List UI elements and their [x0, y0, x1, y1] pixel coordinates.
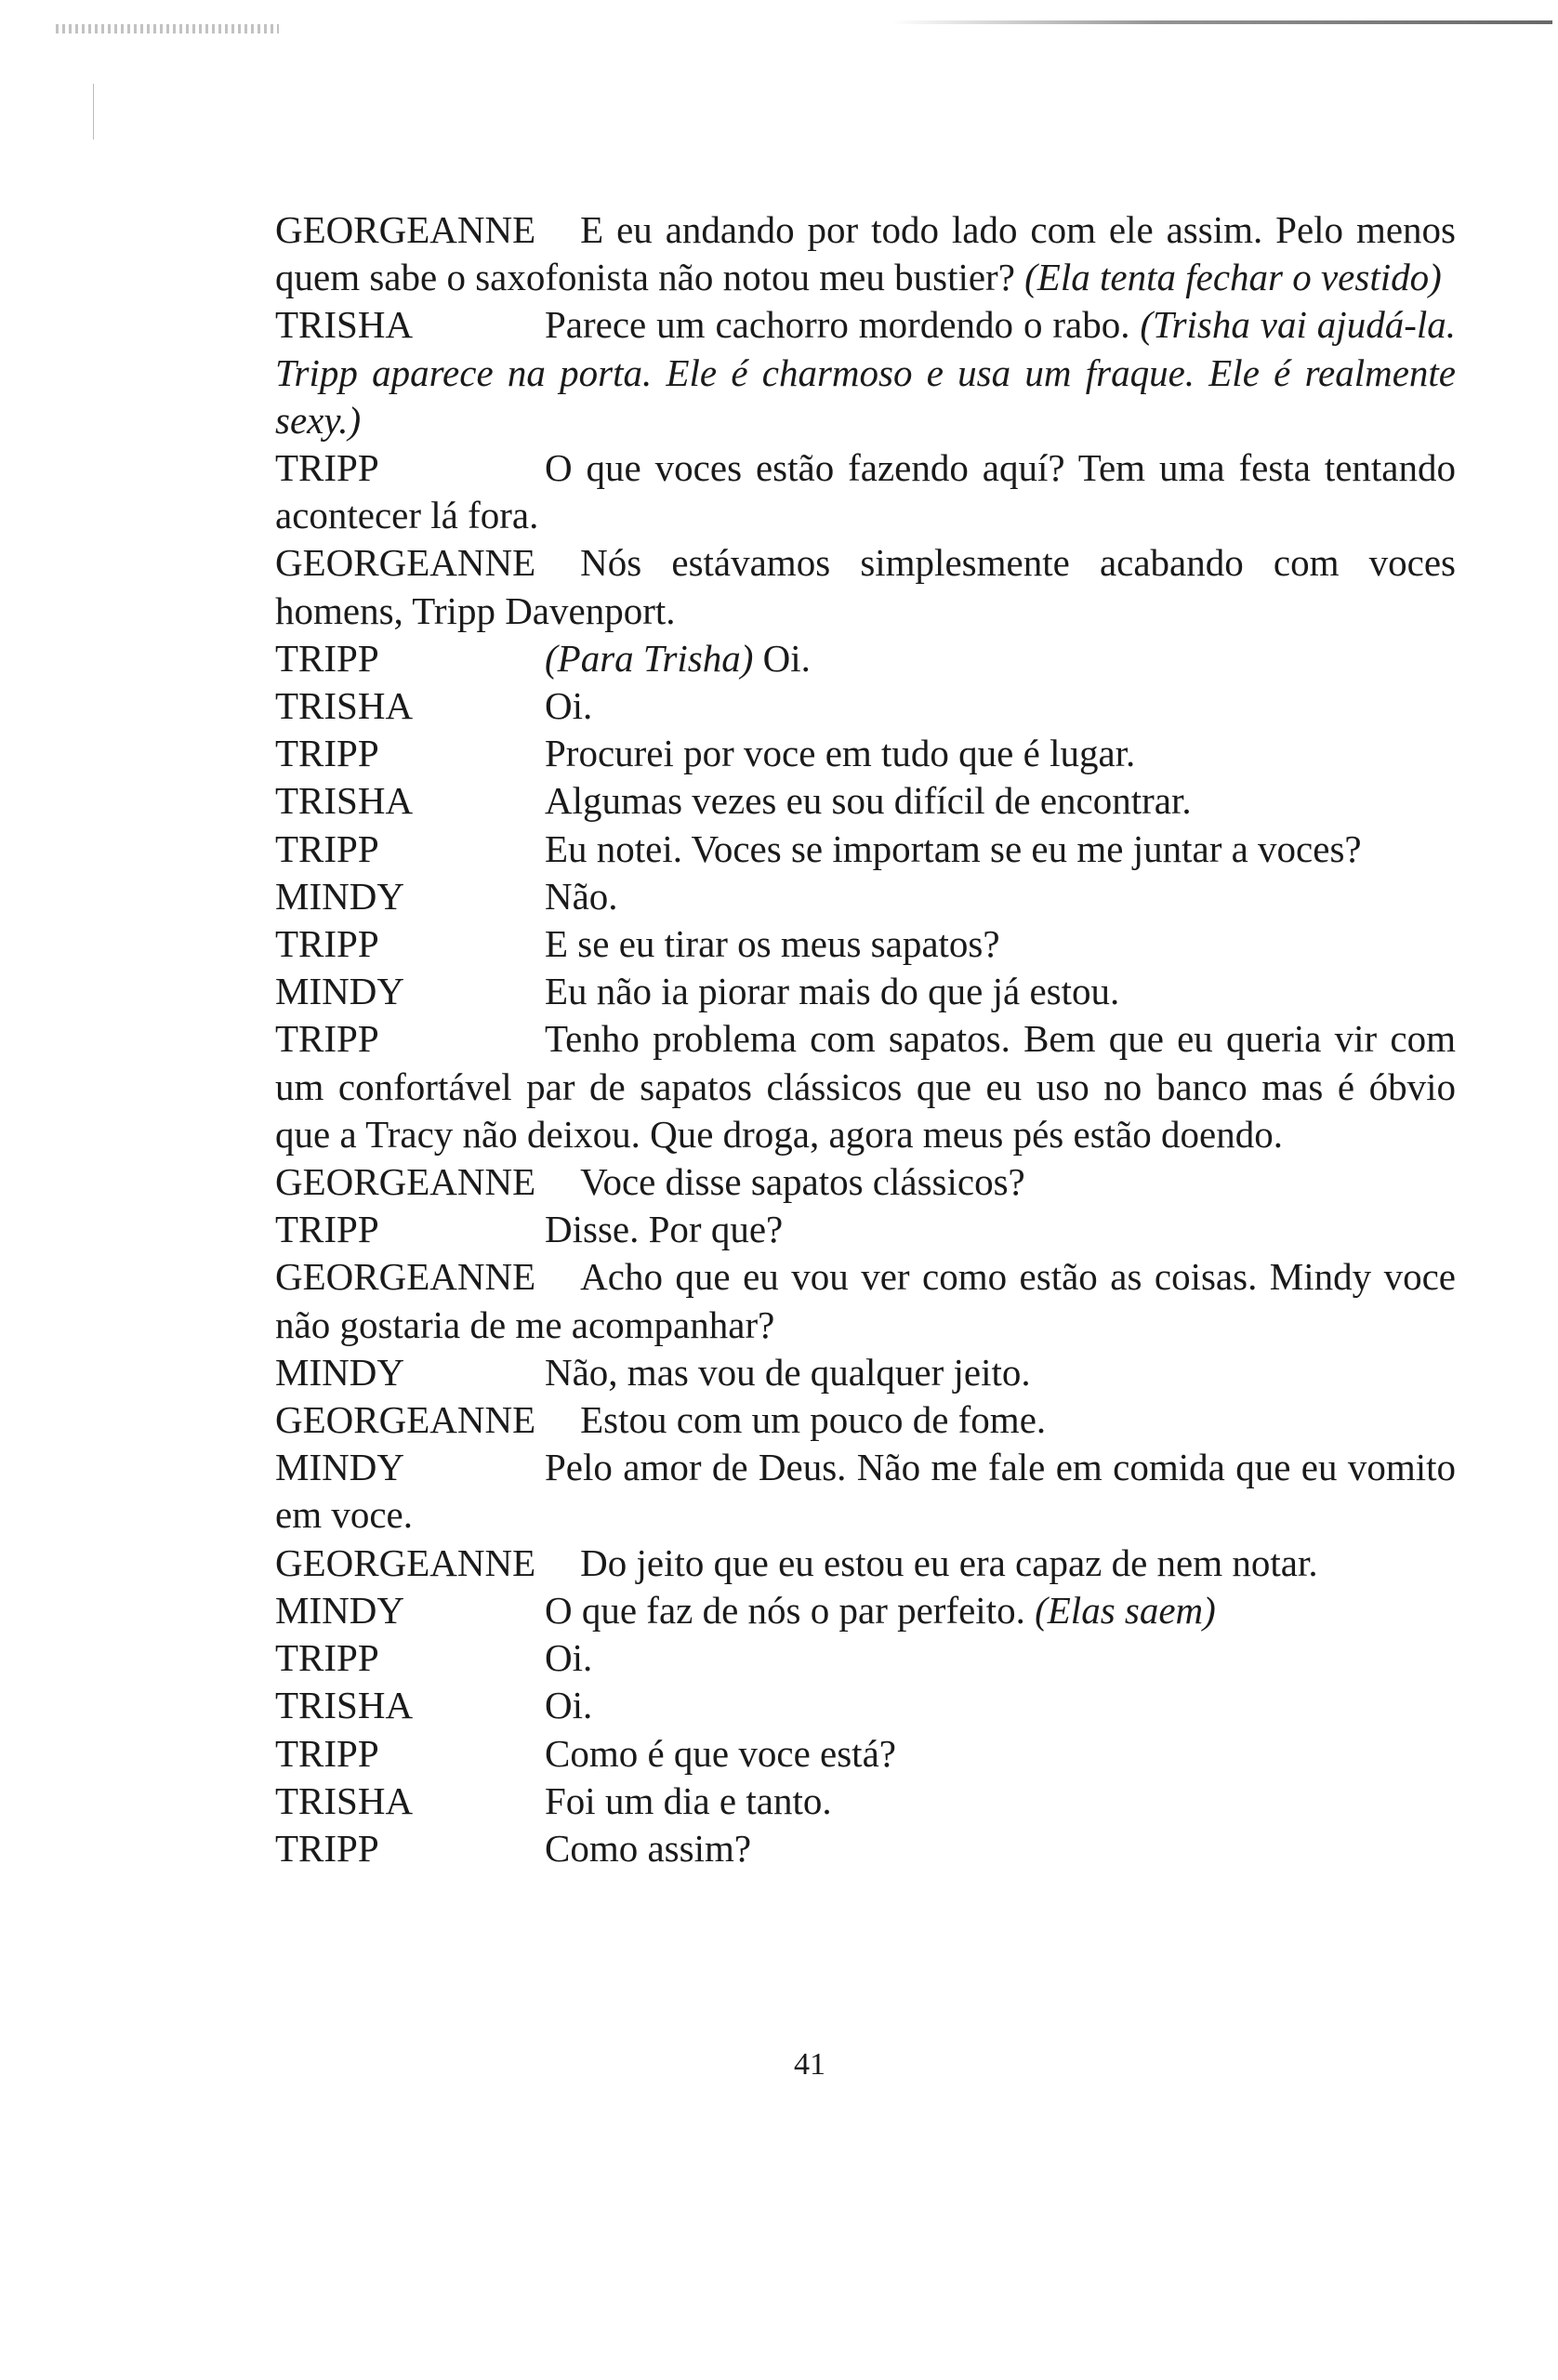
dialogue-text: E eu andando por todo lado com ele assim. Pelo menos quem sabe o saxofonista não notou meu bustier?: [275, 208, 1456, 299]
dialogue-text: Procurei por voce em tudo que é lugar.: [545, 732, 1136, 775]
dialogue-line: [275, 1444, 1456, 1539]
speaker-name: MINDY: [275, 1446, 404, 1489]
dialogue-text: Nós estávamos simplesmente acabando com voces homens, Tripp Davenport.: [275, 541, 1456, 632]
speaker-name: TRIPP: [275, 1208, 379, 1251]
scan-border-top: [892, 20, 1552, 24]
dialogue-text: E se eu tirar os meus sapatos?: [545, 922, 1000, 966]
dialogue-text: Oi.: [545, 684, 593, 728]
dialogue-text: Algumas vezes eu sou difícil de encontrar.: [545, 779, 1192, 823]
dialogue-line: [275, 206, 1456, 301]
dialogue-line: [275, 826, 1456, 873]
speaker-name: GEORGEANNE: [275, 541, 536, 585]
speaker-name: TRISHA: [275, 779, 414, 823]
scan-mark-left: [93, 84, 94, 139]
dialogue-text: Oi.: [762, 636, 811, 680]
dialogue-line: [275, 777, 1456, 825]
stage-direction: (Para Trisha): [545, 636, 754, 680]
dialogue-line: [275, 1349, 1456, 1396]
speaker-name: TRIPP: [275, 1636, 379, 1680]
speaker-name: MINDY: [275, 874, 404, 918]
dialogue-line: [275, 444, 1456, 539]
speaker-name: TRISHA: [275, 684, 414, 728]
speaker-name: TRIPP: [275, 922, 379, 966]
dialogue-line: [275, 1158, 1456, 1206]
dialogue-line: [275, 873, 1456, 920]
dialogue-line: [275, 1587, 1456, 1634]
speaker-name: TRIPP: [275, 732, 379, 775]
stage-direction: (Ela tenta fechar o vestido): [1024, 256, 1442, 299]
speaker-name: TRIPP: [275, 1826, 379, 1870]
dialogue-text: Eu não ia piorar mais do que já estou.: [545, 970, 1120, 1013]
dialogue-line: [275, 1778, 1456, 1825]
scan-noise-top-left: [56, 24, 279, 33]
dialogue-text: Foi um dia e tanto.: [545, 1778, 832, 1822]
speaker-name: TRISHA: [275, 1778, 414, 1822]
speaker-name: GEORGEANNE: [275, 1540, 536, 1584]
dialogue-line: [275, 301, 1456, 444]
dialogue-text: Não, mas vou de qualquer jeito.: [545, 1350, 1031, 1394]
dialogue-line: [275, 1540, 1456, 1587]
dialogue-text: Como é que voce está?: [545, 1731, 896, 1775]
dialogue-text: Pelo amor de Deus. Não me fale em comida que eu vomito em voce.: [275, 1446, 1456, 1537]
speaker-name: TRIPP: [275, 826, 379, 870]
script-dialogue: [275, 206, 1456, 1872]
speaker-name: GEORGEANNE: [275, 1255, 536, 1299]
dialogue-text: Oi.: [545, 1636, 593, 1680]
speaker-name: GEORGEANNE: [275, 1160, 536, 1204]
dialogue-text: Como assim?: [545, 1826, 752, 1870]
dialogue-line: [275, 920, 1456, 968]
dialogue-text: O que faz de nós o par perfeito.: [545, 1588, 1025, 1632]
dialogue-text: Parece um cachorro mordendo o rabo.: [545, 303, 1130, 347]
dialogue-text: Tenho problema com sapatos. Bem que eu queria vir com um confortável par de sapatos clássicos que eu uso no banco mas é óbvio que a Tracy não deixou. Que droga, agora meus pés estão doendo.: [275, 1017, 1456, 1156]
dialogue-line: [275, 1730, 1456, 1778]
dialogue-text: Do jeito que eu estou eu era capaz de nem notar.: [580, 1540, 1318, 1584]
dialogue-line: [275, 1206, 1456, 1253]
speaker-name: MINDY: [275, 970, 404, 1013]
speaker-name: TRIPP: [275, 446, 379, 490]
dialogue-line: [275, 539, 1456, 634]
speaker-name: MINDY: [275, 1350, 404, 1394]
dialogue-line: [275, 635, 1456, 682]
dialogue-text: Voce disse sapatos clássicos?: [580, 1160, 1025, 1204]
dialogue-text: Disse. Por que?: [545, 1208, 784, 1251]
dialogue-line: [275, 1825, 1456, 1872]
speaker-name: TRIPP: [275, 1731, 379, 1775]
stage-direction: (Elas saem): [1035, 1588, 1216, 1632]
dialogue-line: [275, 1015, 1456, 1158]
speaker-name: GEORGEANNE: [275, 1398, 536, 1442]
stage-direction: (Trisha vai ajudá-la. Tripp aparece na porta. Ele é charmoso e usa um fraque. Ele é realmente sexy.): [275, 303, 1456, 442]
speaker-name: TRIPP: [275, 1017, 379, 1061]
dialogue-text: Oi.: [545, 1684, 593, 1727]
speaker-name: GEORGEANNE: [275, 208, 536, 251]
dialogue-line: [275, 1682, 1456, 1729]
dialogue-text: Estou com um pouco de fome.: [580, 1398, 1047, 1442]
speaker-name: MINDY: [275, 1588, 404, 1632]
dialogue-line: [275, 682, 1456, 730]
speaker-name: TRISHA: [275, 303, 414, 347]
dialogue-line: [275, 730, 1456, 777]
dialogue-line: [275, 968, 1456, 1015]
speaker-name: TRISHA: [275, 1684, 414, 1727]
dialogue-text: O que voces estão fazendo aquí? Tem uma festa tentando acontecer lá fora.: [275, 446, 1456, 537]
dialogue-text: Não.: [545, 874, 618, 918]
page-number: 41: [794, 2047, 825, 2082]
dialogue-line: [275, 1396, 1456, 1444]
dialogue-text: Eu notei. Voces se importam se eu me juntar a voces?: [545, 826, 1362, 870]
dialogue-line: [275, 1253, 1456, 1348]
speaker-name: TRIPP: [275, 636, 379, 680]
dialogue-text: Acho que eu vou ver como estão as coisas. Mindy voce não gostaria de me acompanhar?: [275, 1255, 1456, 1346]
dialogue-line: [275, 1634, 1456, 1682]
